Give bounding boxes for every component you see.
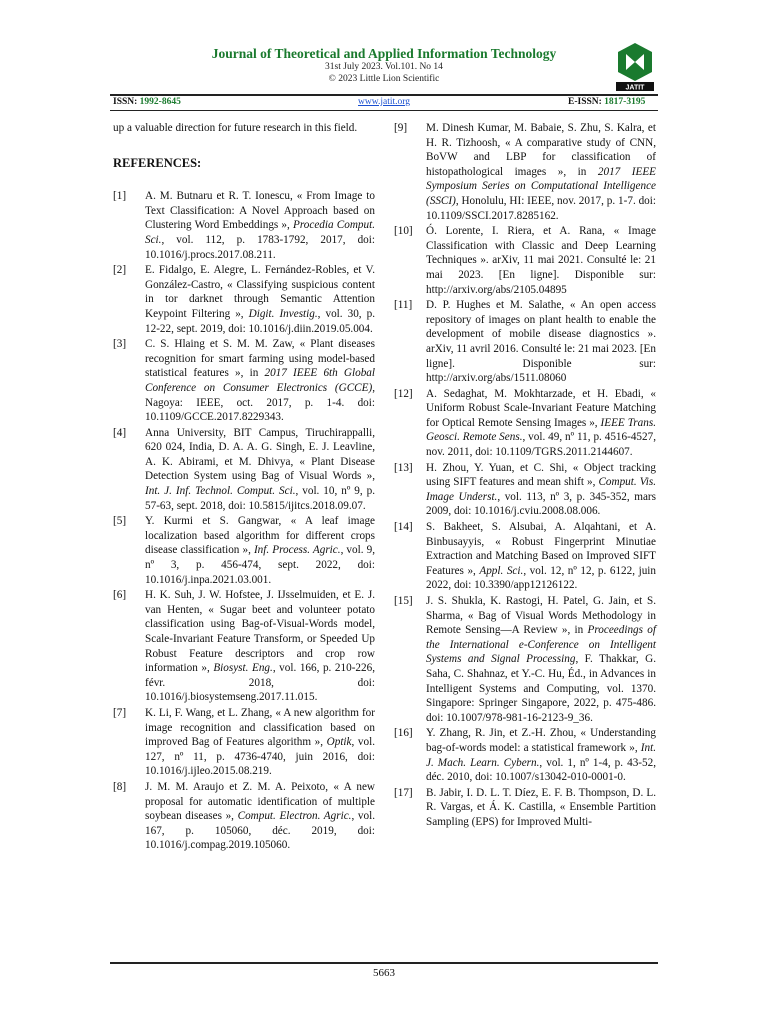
reference-number: [8]	[113, 780, 127, 793]
reference-text	[426, 121, 656, 223]
reference-item	[394, 461, 656, 519]
reference-venue: Comput. Electron. Agric.	[237, 810, 352, 823]
reference-text	[145, 337, 375, 425]
reference-number: [9]	[394, 122, 408, 134]
reference-item	[394, 121, 656, 223]
reference-venue: Inf. Process. Agric.	[253, 544, 341, 557]
reference-number: [5]	[113, 515, 127, 528]
reference-authors-title: Anna University, BIT Campus, Tiruchirappalli, 620 024, India, D. A. A. G. Singh, E. J. Leavline, A. K. Abirami, et M. Dhivya, « Plant Disease Detection System using Bag of Visual Words »,	[145, 426, 375, 483]
reference-authors-title: J. S. Shukla, K. Rastogi, H. Patel, G. Jain, et S. Sharma, « Bag of Visual Words Methodology in Remote Sensing—A Review », in	[426, 595, 656, 637]
reference-number: [1]	[113, 190, 127, 203]
reference-venue: Int. J. Inf. Technol. Comput. Sci.	[145, 485, 296, 498]
reference-list-right	[394, 121, 656, 830]
logo-text: JATIT	[625, 84, 645, 92]
reference-authors-title: B. Jabir, I. D. L. T. Díez, E. F. B. Thompson, D. L. R. Vargas, et Á. K. Castilla, « Ensemble Partition Sampling (EPS) for Improved Multi-	[426, 786, 656, 828]
reference-venue: Proceedings of the International e-Conference on Intelligent Systems and Signal Processing	[426, 624, 656, 666]
reference-item	[394, 520, 656, 593]
reference-item	[113, 780, 375, 853]
reference-text	[145, 514, 375, 587]
reference-details: , vol. 49, nº 11, p. 4516-4527, nov. 2011, doi: 10.1109/TGRS.2011.2144607.	[426, 431, 657, 459]
reference-authors-title: Y. Kurmi et S. Gangwar, « A leaf image localization based algorithm for different crops disease classification »,	[145, 515, 375, 557]
reference-text	[426, 461, 656, 519]
reference-authors-title: S. Bakheet, S. Alsubai, A. Alqahtani, et A. Binbusayyis, « Robust Fingerprint Minutiae Extraction and Matching Based on Improved SIFT Features »,	[426, 521, 656, 577]
journal-title: Journal of Theoretical and Applied Information Technology	[211, 46, 557, 61]
reference-item	[113, 263, 375, 336]
reference-text	[426, 786, 656, 830]
reference-number: [10]	[394, 225, 413, 238]
reference-text	[426, 224, 656, 297]
reference-item	[394, 786, 656, 830]
reference-number: [16]	[394, 727, 413, 740]
reference-venue: 2017 IEEE 6th Global Conference on Consumer Electronics (GCCE)	[145, 367, 376, 394]
reference-authors-title: J. M. M. Araujo et Z. M. A. Peixoto, « A new proposal for automatic identification of multiple soybean diseases »,	[145, 780, 375, 823]
reference-details: , vol. 9, nº 3, p. 456-474, sept. 2022, doi: 10.1016/j.inpa.2021.03.001.	[145, 544, 375, 586]
reference-item	[394, 726, 656, 784]
reference-details: , vol. 10, nº 9, p. 57-63, sept. 2018, doi: 10.5815/ijitcs.2018.09.07.	[145, 485, 375, 512]
issue-line: 31st July 2023. Vol.101. No 14	[325, 62, 443, 72]
reference-details: , vol. 12, nº 12, p. 6122, juin 2022, doi: 10.3390/app12126122.	[426, 564, 656, 592]
reference-venue: Biosyst. Eng.	[213, 662, 273, 675]
reference-text	[145, 426, 375, 514]
header-rule-bottom	[110, 110, 658, 111]
reference-details: , vol. 30, p. 12-22, sept. 2019, doi: 10.1016/j.diin.2019.05.004.	[145, 307, 376, 335]
eissn-value: 1817-3195	[604, 97, 646, 107]
reference-text	[426, 726, 656, 784]
reference-item	[394, 224, 656, 297]
reference-details: , Honolulu, HI: IEEE, nov. 2017, p. 1-7. doi: 10.1109/SSCI.2017.8285162.	[426, 194, 656, 222]
journal-url-link[interactable]: www.jatit.org	[358, 97, 410, 107]
reference-number: [17]	[394, 786, 413, 799]
reference-number: [12]	[394, 387, 413, 400]
left-column	[113, 121, 375, 854]
reference-number: [4]	[113, 426, 127, 439]
reference-item	[394, 594, 656, 725]
reference-venue: Appl. Sci.	[479, 564, 524, 577]
reference-text	[426, 387, 656, 460]
reference-venue: Digit. Investig.	[248, 307, 318, 320]
reference-item	[113, 337, 375, 425]
reference-venue: Optik	[326, 736, 352, 749]
reference-authors-title: C. S. Hlaing et S. M. M. Zaw, « Plant diseases recognition for smart farming using model-based statistical features », in	[145, 338, 375, 380]
reference-authors-title: H. K. Suh, J. W. Hofstee, J. IJsselmuiden, et E. J. van Henten, « Sugar beet and volunteer potato classification using Bag-of-Visual-Words model, Scale-Invariant Feature Transform, or Speeded Up Robust Feature descriptors and crop row information »,	[145, 589, 375, 675]
reference-text	[426, 298, 656, 386]
reference-authors-title: H. Zhou, Y. Yuan, et C. Shi, « Object tracking using SIFT features and mean shift »,	[426, 461, 656, 489]
footer-rule	[110, 962, 658, 964]
eissn	[568, 97, 645, 107]
reference-item	[113, 426, 375, 514]
reference-list-left	[113, 189, 375, 853]
reference-details: , Nagoya: IEEE, oct. 2017, p. 1-4. doi: 10.1109/GCCE.2017.8229343.	[145, 381, 375, 424]
header-rule-top	[110, 94, 658, 96]
issn-label: ISSN:	[113, 97, 140, 107]
reference-item	[113, 588, 375, 705]
reference-number: [2]	[113, 264, 127, 277]
copyright-line: © 2023 Little Lion Scientific	[328, 74, 440, 84]
reference-number: [3]	[113, 338, 127, 351]
reference-authors-title: A. Sedaghat, M. Mokhtarzade, et H. Ebadi, « Uniform Robust Scale-Invariant Feature Matching for Optical Remote Sensing Images »,	[426, 387, 656, 429]
reference-venue: 2017 IEEE Symposium Series on Computational Intelligence (SSCI)	[426, 165, 656, 207]
reference-number: [6]	[113, 589, 127, 602]
intro-paragraph: up a valuable direction for future research in this field.	[113, 122, 358, 134]
reference-authors-title: K. Li, F. Wang, et L. Zhang, « A new algorithm for image recognition and classification based on improved Bag of Features algorithm »,	[145, 706, 375, 749]
reference-details: , vol. 1, nº 1-4, p. 43-52, déc. 2010, doi: 10.1007/s13042-010-0001-0.	[426, 756, 657, 784]
reference-authors-title: D. P. Hughes et M. Salathe, « An open access repository of images on plant health to enable the development of mobile disease diagnostics ». arXiv, 11 avril 2016. Consulté le: 21 mai 2023. [En ligne]. Disponible sur: http://arxiv.org/abs/1511.08060	[426, 299, 656, 385]
reference-authors-title: A. M. Butnaru et R. T. Ionescu, « From Image to Text Classification: A Novel Approach based on Clustering Word Embeddings »,	[145, 190, 375, 232]
reference-details: , vol. 113, nº 3, p. 345-352, mars 2009, doi: 10.1016/j.cviu.2008.08.006.	[426, 490, 656, 518]
reference-details: , vol. 166, p. 210-226, févr. 2018, doi: 10.1016/j.biosystemseng.2017.11.015.	[145, 662, 375, 704]
reference-number: [13]	[394, 461, 413, 474]
reference-authors-title: E. Fidalgo, E. Alegre, L. Fernández-Robles, et V. González-Castro, « Classifying suspicious content in tor darknet through Semantic Attention Keypoint Filtering »,	[145, 264, 375, 320]
reference-text	[426, 594, 656, 725]
reference-authors-title: Ó. Lorente, I. Riera, et A. Rana, « Image Classification with Classic and Deep Learning Techniques ». arXiv, 11 mai 2021. Consulté le: 21 mai 2023. [En ligne]. Disponible sur: http://arxiv.org/abs/2105.04895	[426, 225, 656, 296]
reference-details: , F. Thakkar, G. Saha, C. Shahnaz, et Y.-C. Hu, Éd., in Advances in Intelligent Systems and Computing, vol. 1370. Singapore: Springer Singapore, 2022, p. 475-486. doi: 10.1007/978-981-16-2123-9_36.	[426, 653, 656, 724]
reference-item	[394, 298, 656, 386]
references-heading: REFERENCES:	[113, 155, 202, 170]
reference-text	[145, 189, 375, 262]
reference-venue: IEEE Trans. Geosci. Remote Sens.	[426, 416, 656, 444]
reference-number: [15]	[394, 595, 413, 607]
reference-item	[113, 514, 375, 587]
reference-item	[113, 189, 375, 262]
eissn-label: E-ISSN:	[568, 97, 605, 107]
issn-value: 1992-8645	[139, 97, 181, 107]
reference-authors-title: M. Dinesh Kumar, M. Babaie, S. Zhu, S. Kalra, et H. R. Tizhoosh, « A comparative study of CNN, BoVW and LBP for classification of histopathological images », in	[426, 122, 656, 178]
reference-venue: Int. J. Mach. Learn. Cybern.	[426, 741, 656, 769]
reference-authors-title: Y. Zhang, R. Jin, et Z.-H. Zhou, « Understanding bag-of-words model: a statistical framework »,	[426, 727, 656, 754]
reference-number: [11]	[394, 299, 413, 312]
reference-item	[394, 387, 656, 460]
reference-details: , vol. 167, p. 105060, déc. 2019, doi: 10.1016/j.compag.2019.105060.	[145, 810, 375, 852]
reference-text	[145, 706, 375, 779]
reference-text	[145, 588, 375, 705]
reference-text	[426, 520, 656, 593]
reference-item	[113, 706, 375, 779]
reference-text	[145, 780, 375, 853]
reference-text	[145, 263, 375, 336]
reference-number: [7]	[113, 706, 127, 719]
reference-venue: Comput. Vis. Image Underst.	[426, 476, 656, 503]
reference-details: , vol. 127, nº 11, p. 4736-4740, juin 2016, doi: 10.1016/j.ijleo.2015.08.219.	[145, 736, 375, 778]
page-number: 5663	[373, 967, 395, 979]
jatit-logo	[614, 42, 656, 92]
reference-venue: Procedia Comput. Sci.	[145, 219, 375, 246]
reference-details: , vol. 112, p. 1783-1792, 2017, doi: 10.1016/j.procs.2017.08.211.	[145, 233, 375, 261]
right-column	[394, 121, 656, 831]
reference-number: [14]	[394, 521, 413, 534]
